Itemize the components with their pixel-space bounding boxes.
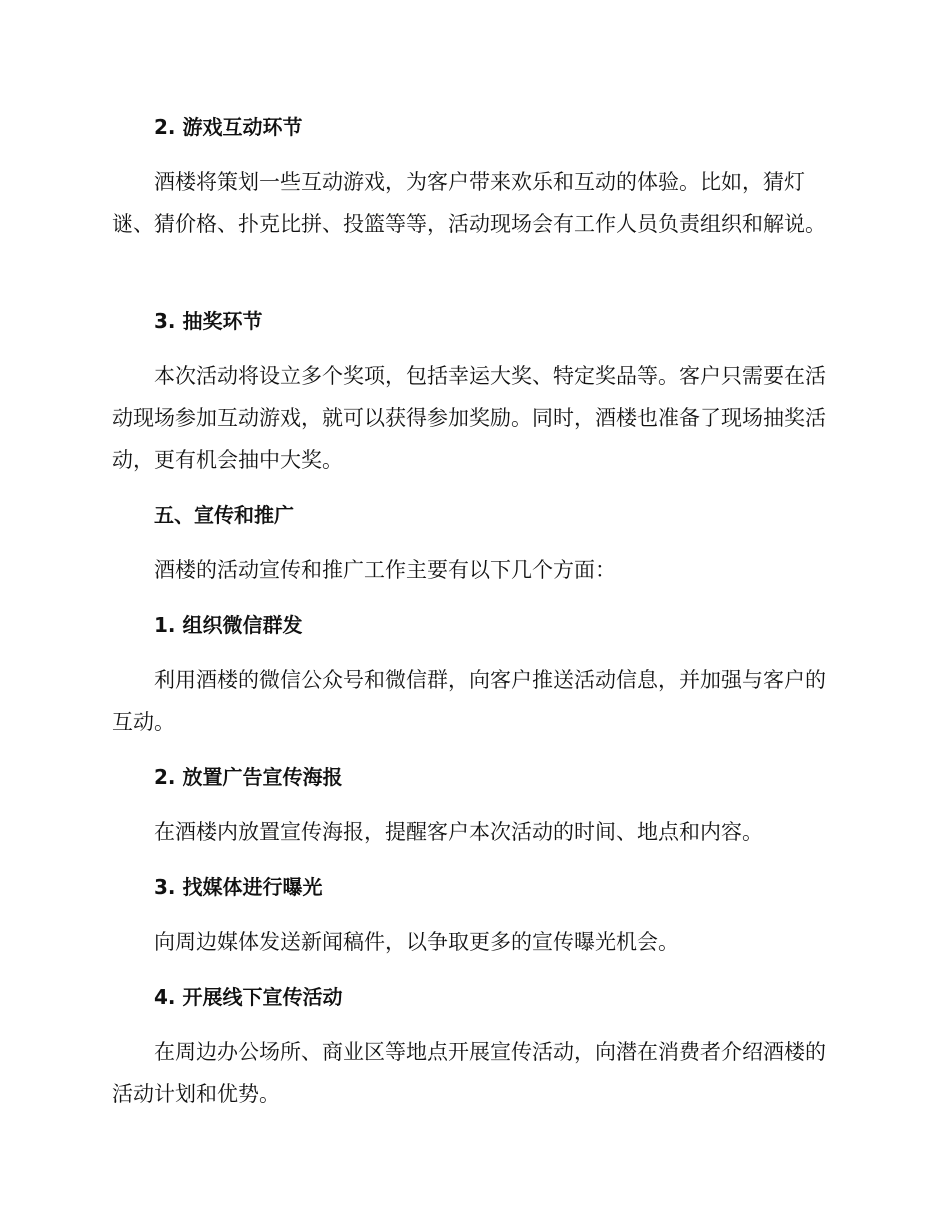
section-heading-offline: 4. 开展线下宣传活动 [154,985,343,1009]
paragraph-lottery: 本次活动将设立多个奖项，包括幸运大奖、特定奖品等。客户只需要在活动现场参加互动游戏，就可以获得参加奖励。同时，酒楼也准备了现场抽奖活动，更有机会抽中大奖。 [112,364,826,472]
section-heading-posters: 2. 放置广告宣传海报 [154,765,343,789]
section-heading-game-interaction: 2. 游戏互动环节 [154,115,303,139]
paragraph-game-interaction: 酒楼将策划一些互动游戏，为客户带来欢乐和互动的体验。比如，猜灯谜、猜价格、扑克比拼、投篮等等，活动现场会有工作人员负责组织和解说。 [112,170,826,236]
section-heading-promotion: 五、宣传和推广 [154,503,294,527]
section-heading-wechat: 1. 组织微信群发 [154,613,303,637]
paragraph-offline: 在周边办公场所、商业区等地点开展宣传活动，向潜在消费者介绍酒楼的活动计划和优势。 [112,1040,826,1106]
section-heading-lottery: 3. 抽奖环节 [154,309,263,333]
paragraph-wechat: 利用酒楼的微信公众号和微信群，向客户推送活动信息，并加强与客户的互动。 [112,668,826,734]
paragraph-promotion-intro: 酒楼的活动宣传和推广工作主要有以下几个方面： [154,558,616,582]
paragraph-media: 向周边媒体发送新闻稿件，以争取更多的宣传曝光机会。 [154,930,679,954]
paragraph-posters: 在酒楼内放置宣传海报，提醒客户本次活动的时间、地点和内容。 [154,820,763,844]
section-heading-media: 3. 找媒体进行曝光 [154,875,323,899]
